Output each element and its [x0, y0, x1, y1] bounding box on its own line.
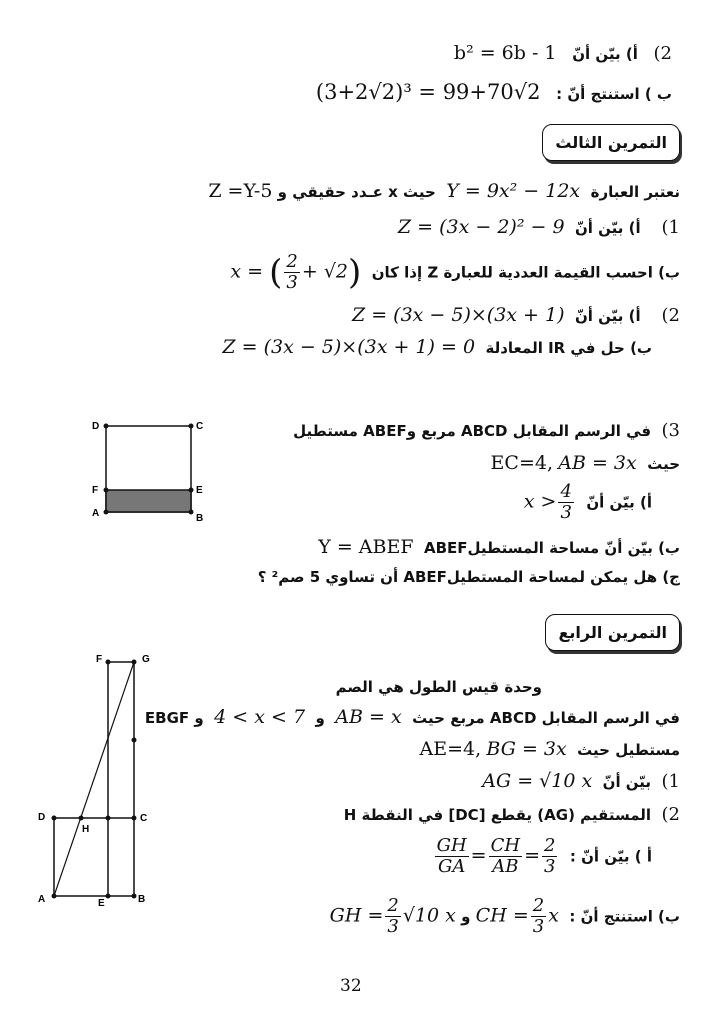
ex3-intro-line — [208, 182, 680, 201]
question-number: 1) — [661, 771, 680, 792]
math-expression: Y = ABEF — [318, 536, 414, 558]
point — [52, 816, 57, 821]
ex4-text1-line — [145, 708, 680, 727]
math-expression: Y = 9x² − 12x — [446, 180, 581, 202]
ex2-q2b-line — [316, 82, 672, 103]
point — [104, 510, 109, 515]
exercise-title: التمرين الرابع — [558, 623, 667, 642]
math-expression: Z = (3x − 5)×(3x + 1) = 0 — [222, 336, 476, 358]
question-text: في الرسم المقابل ABCD مربع حيث — [412, 709, 680, 727]
ex4-q2b-line — [330, 896, 680, 937]
fraction: $\frac{2}{3}$ — [544, 835, 556, 877]
point-label: E — [196, 485, 203, 496]
intro-text: حيث x عـدد حقيقي و — [277, 183, 436, 201]
ex4-unit-line — [336, 680, 542, 695]
math-expression: $\frac{GH}{GA}$ = $\frac{CH}{AB}$ = $\frac{2}{3}$ — [436, 835, 556, 877]
point — [106, 816, 111, 821]
figure-square-rectangle — [30, 650, 170, 910]
math-expression: GH = $\frac{2}{3}$ √10 x — [329, 895, 456, 937]
point-label: D — [38, 812, 46, 823]
point — [52, 894, 57, 899]
ex4-q2a-line — [433, 836, 652, 877]
math-expression: AB = 3x — [558, 452, 637, 474]
fraction: $\frac{GH}{GA}$ — [436, 835, 467, 877]
question-label: بيّن أنّ — [602, 773, 652, 791]
ex3-p1a-line — [398, 218, 680, 237]
fraction: $\frac{2}{3}$ — [387, 895, 399, 937]
rectangle-abef-shaded — [106, 490, 191, 512]
math-expression: Z =Y-5 — [208, 180, 273, 202]
question-number: 1) — [661, 217, 680, 238]
point — [106, 660, 111, 665]
question-label: أ) بيّن أنّ — [586, 493, 652, 512]
point-label: B — [196, 513, 204, 524]
math-expression: 4 < x < 7 — [214, 706, 306, 728]
ex3-title-box — [542, 124, 680, 161]
ex3-p3-line2 — [491, 454, 680, 473]
point — [189, 510, 194, 515]
question-text: في الرسم المقابل ABCD مربع وABEF مستطيل — [293, 422, 652, 440]
question-text: حيث — [647, 455, 680, 473]
fraction: $\frac{2}{3}$ — [286, 251, 298, 293]
question-number: 3) — [661, 420, 680, 441]
point-label: G — [142, 654, 150, 665]
ex3-p3-line1 — [293, 422, 680, 440]
point — [104, 424, 109, 429]
question-label: ب) حل في IR المعادلة — [485, 339, 652, 357]
ex3-p3c-line — [258, 570, 680, 585]
ex2-q2a-line — [454, 44, 672, 63]
point-label: D — [92, 421, 100, 432]
ex4-q2-line — [344, 806, 680, 824]
question-label: أ) بيّن أنّ — [572, 45, 638, 63]
ex3-p2a-line — [352, 306, 680, 325]
point — [132, 894, 137, 899]
point — [132, 660, 137, 665]
ex3-p3a-line — [524, 482, 652, 523]
question-label: المستقيم (AG) يقطع [DC] في النقطة H — [343, 806, 652, 824]
question-label: أ) بيّن أنّ — [574, 307, 641, 325]
question-text: مستطيل حيث — [577, 741, 680, 759]
question-number: 2) — [653, 43, 672, 64]
question-label: ب) بيّن أنّ مساحة المستطيلABEF — [424, 539, 680, 557]
math-expression: (3+2√2)³ = 99+70√2 — [315, 80, 541, 104]
ex3-p3b-line — [318, 538, 680, 557]
math-expression: EC=4, — [490, 452, 553, 474]
page-number: 32 — [340, 976, 362, 996]
fraction: $\frac{2}{3}$ — [532, 895, 545, 937]
fraction: $\frac{CH}{AB}$ — [490, 835, 521, 877]
math-expression: BG = 3x — [486, 738, 567, 760]
fraction: $\frac{4}{3}$ — [560, 481, 572, 523]
segment-ag — [54, 662, 134, 896]
question-number: 2) — [661, 305, 680, 326]
point — [106, 894, 111, 899]
unit-text: وحدة قيس الطول هي الصم — [335, 678, 542, 696]
question-label: ب) استنتج أنّ : — [569, 907, 680, 926]
exercise-title: التمرين الثالث — [555, 133, 667, 152]
ex4-title-box — [545, 614, 680, 651]
question-label: أ ) بيّن أنّ : — [569, 847, 652, 866]
ex3-p2b-line — [222, 338, 652, 357]
math-expression: b² = 6b - 1 — [453, 42, 557, 64]
math-expression: x = ( $\frac{2}{3}$ + √2) — [230, 251, 362, 293]
point-label: F — [92, 485, 99, 496]
question-label: ب) احسب القيمة العددية للعبارة Z إذا كان — [371, 263, 680, 282]
conjunction: و — [461, 907, 471, 926]
question-number: 2) — [661, 804, 680, 825]
math-expression: AE=4, — [419, 738, 482, 760]
ex4-q1-line — [482, 772, 680, 791]
point-label: H — [82, 824, 90, 835]
math-expression: CH = $\frac{2}{3}$ x — [475, 895, 559, 937]
question-label: ج) هل يمكن لمساحة المستطيلABEF أن تساوي 5 صم² ؟ — [257, 568, 680, 586]
question-text: و EBGF — [144, 709, 204, 727]
point — [104, 488, 109, 493]
point — [79, 816, 84, 821]
question-text: و — [315, 709, 325, 727]
figure-rectangle-abcd — [80, 416, 210, 526]
point-label: A — [92, 508, 100, 519]
point-label: F — [96, 654, 103, 665]
point-label: C — [196, 421, 204, 432]
point-label: B — [138, 894, 146, 905]
ex4-text2-line — [420, 740, 680, 759]
point — [189, 424, 194, 429]
math-expression: AB = x — [335, 706, 402, 728]
intro-text: نعتبر العبارة — [590, 183, 680, 201]
point-label: A — [38, 894, 46, 905]
math-part: + √2 — [301, 260, 349, 283]
point-label: C — [140, 813, 148, 824]
point-label: E — [98, 898, 105, 909]
math-expression: x > $\frac{4}{3}$ — [523, 481, 572, 523]
question-label: أ) بيّن أنّ — [574, 219, 641, 237]
math-expression: AG = √10 x — [482, 770, 593, 792]
math-expression: Z = (3x − 2)² − 9 — [397, 216, 565, 238]
point — [132, 738, 137, 743]
point — [132, 816, 137, 821]
ex3-p1b-line — [230, 252, 680, 293]
math-part: x = — [230, 260, 264, 283]
question-label: ب ) استنتج أنّ : — [556, 85, 672, 103]
math-expression: Z = (3x − 5)×(3x + 1) — [351, 304, 565, 326]
point — [189, 488, 194, 493]
